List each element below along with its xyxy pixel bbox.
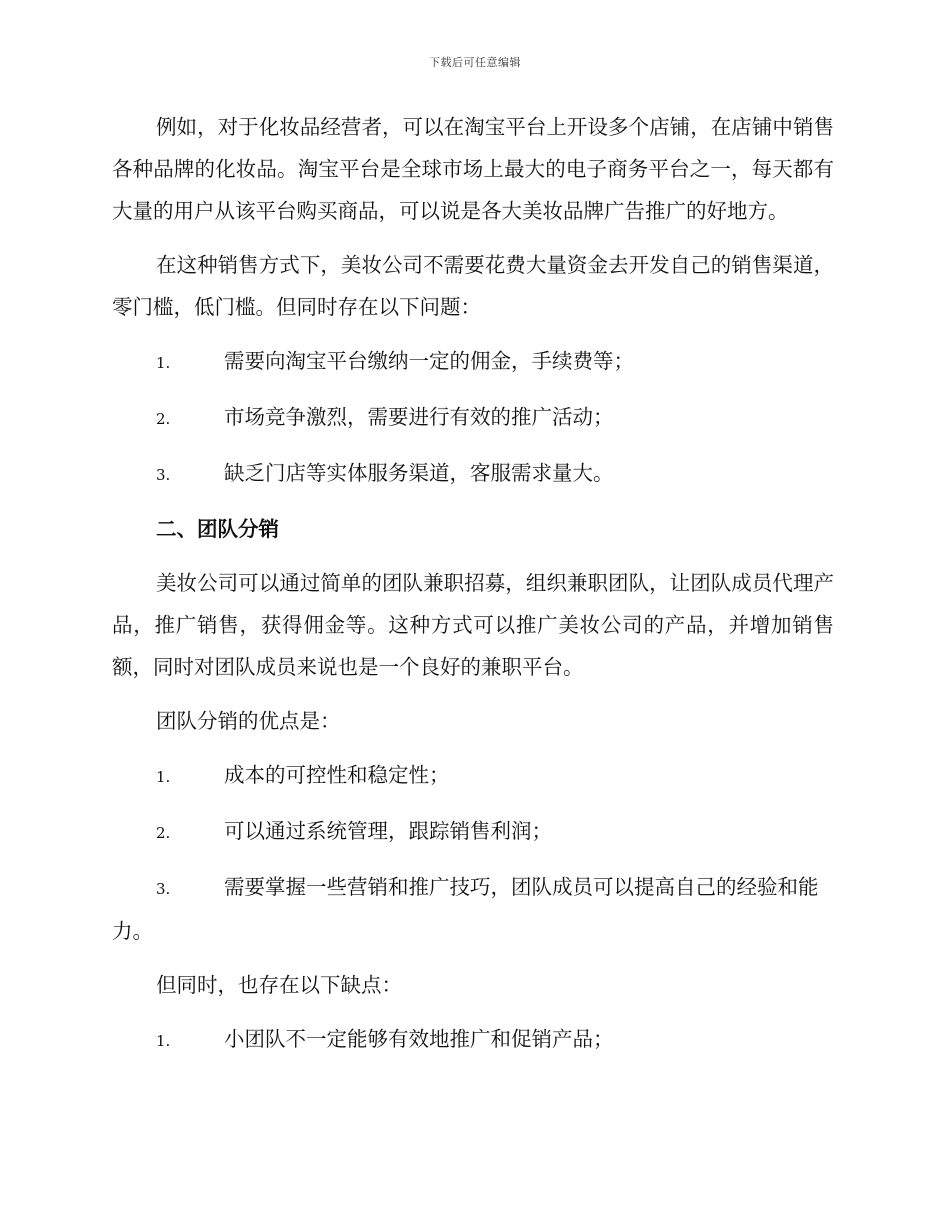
list-item <box>112 810 834 854</box>
list-text: 需要掌握一些营销和推广技巧，团队成员可以提高自己的经验和能力。 <box>112 875 819 943</box>
list-item <box>112 396 834 440</box>
list-text: 市场竞争激烈，需要进行有效的推广活动； <box>224 405 614 429</box>
list-number: 2. <box>156 410 171 428</box>
list-text: 成本的可控性和稳定性； <box>224 763 450 787</box>
list-number: 1. <box>156 1032 171 1050</box>
list-text: 可以通过系统管理，跟踪销售利润； <box>224 819 552 843</box>
list-item <box>112 1018 834 1062</box>
paragraph-taobao-example: 例如，对于化妆品经营者，可以在淘宝平台上开设多个店铺，在店铺中销售各种品牌的化妆品。淘宝平台是全球市场上最大的电子商务平台之一，每天都有大量的用户从该平台购买商品，可以说是各大美妆品牌广告推广的好地方。 <box>112 115 834 223</box>
list-text: 需要向淘宝平台缴纳一定的佣金，手续费等； <box>224 349 634 373</box>
document-body <box>112 106 834 1062</box>
list-number: 1. <box>156 768 171 786</box>
paragraph-sales-channel: 在这种销售方式下，美妆公司不需要花费大量资金去开发自己的销售渠道，零门槛，低门槛。但同时存在以下问题： <box>112 253 834 319</box>
paragraph-advantages-intro: 团队分销的优点是： <box>156 709 341 733</box>
list-text: 小团队不一定能够有效地推广和促销产品； <box>224 1027 614 1051</box>
list-number: 2. <box>156 824 171 842</box>
paragraph-disadvantages-intro: 但同时，也存在以下缺点： <box>156 973 402 997</box>
list-number: 1. <box>156 354 171 372</box>
list-item <box>112 754 834 798</box>
list-item <box>112 866 834 952</box>
list-item <box>112 340 834 384</box>
page-header: 下载后可任意编辑 <box>429 56 521 69</box>
paragraph-team-distribution: 美妆公司可以通过简单的团队兼职招募，组织兼职团队，让团队成员代理产品，推广销售，获得佣金等。这种方式可以推广美妆公司的产品，并增加销售额，同时对团队成员来说也是一个良好的兼职平台。 <box>112 571 834 679</box>
list-number: 3. <box>156 466 171 484</box>
list-number: 3. <box>156 880 171 898</box>
list-text: 缺乏门店等实体服务渠道，客服需求量大。 <box>224 461 614 485</box>
section-heading: 二、团队分销 <box>156 517 279 541</box>
list-item <box>112 452 834 496</box>
